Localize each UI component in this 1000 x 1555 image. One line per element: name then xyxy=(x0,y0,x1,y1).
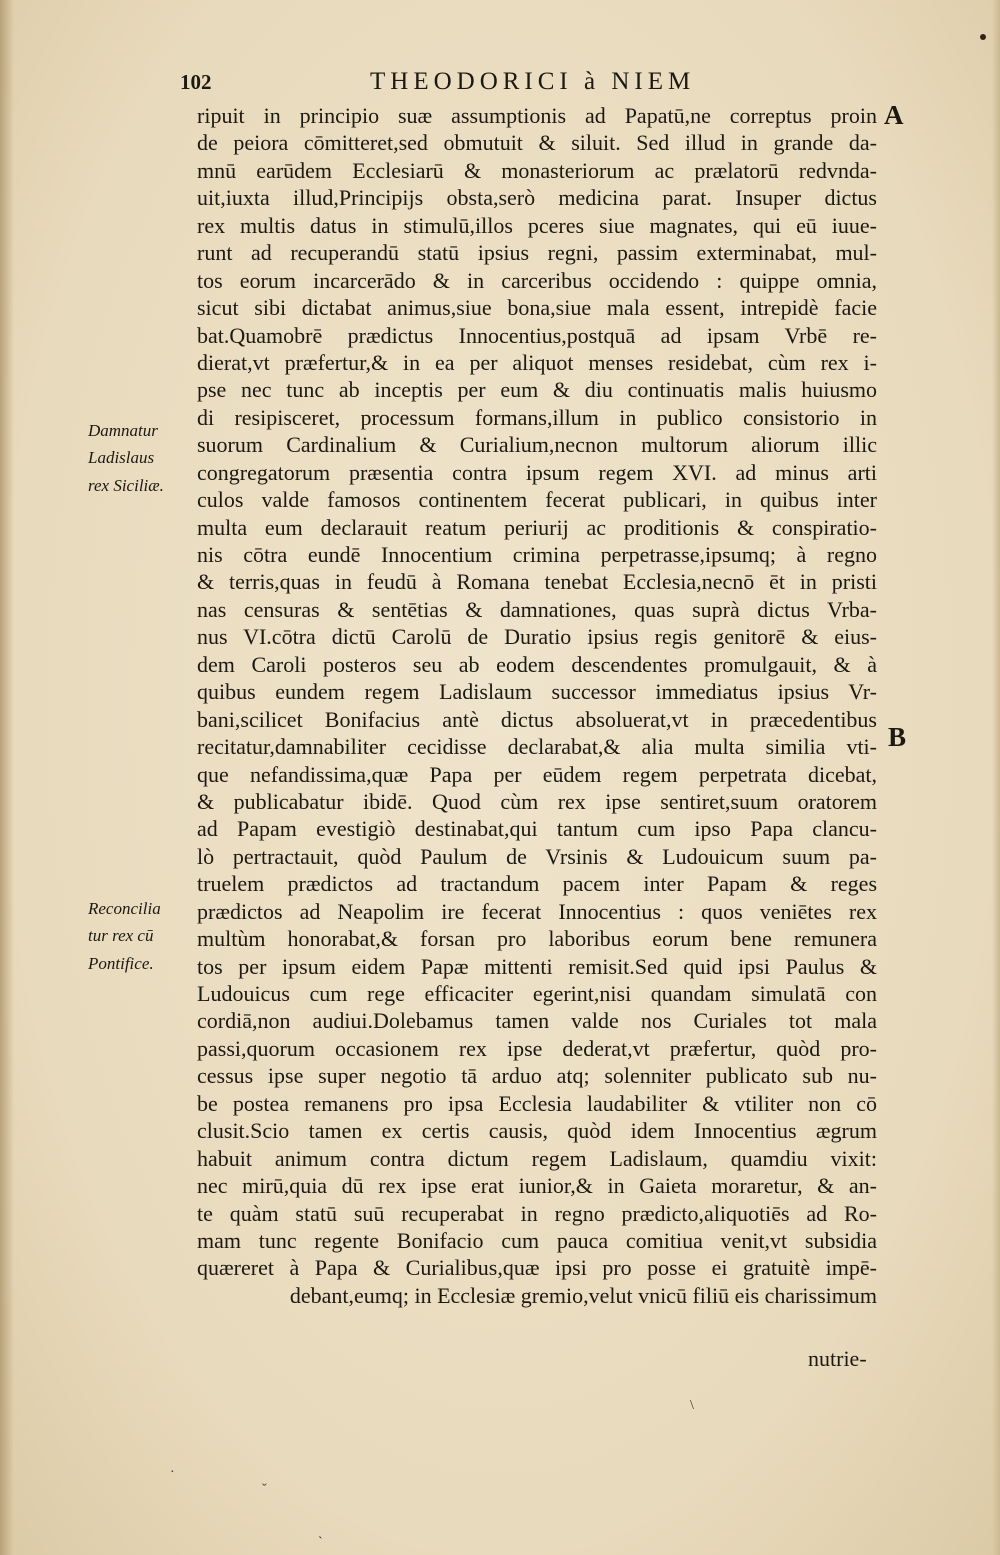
text-line: habuit animum contra dictum regem Ladislaum, quamdiu vixit: xyxy=(197,1145,877,1171)
ink-mark: \ xyxy=(690,1398,694,1413)
ink-mark: ˇ xyxy=(262,1482,267,1497)
text-line: rex multis datus in stimulū,illos pceres siue magnates, qui eū iuue- xyxy=(197,212,877,238)
text-line: multùm honorabat,& forsan pro laboribus eorum bene remunera xyxy=(197,926,877,952)
text-line: de peiora cōmitteret,sed obmutuit & siluit. Sed illud in grande da- xyxy=(197,130,877,156)
text-line: dem Caroli posteros seu ab eodem descendentes promulgauit, & à xyxy=(197,651,877,677)
text-line: ad Papam evestigiò destinabat,qui tantum cum ipso Papa clancu- xyxy=(197,816,877,842)
page-left-edge-shadow xyxy=(0,0,14,1555)
text-line: suorum Cardinalium & Curialium,necnon multorum aliorum illic xyxy=(197,432,877,458)
text-line: be postea remanens pro ipsa Ecclesia laudabiliter & vtiliter non cō xyxy=(197,1090,877,1116)
text-line: & publicabatur ibidē. Quod cùm rex ipse sentiret,suum oratorem xyxy=(197,788,877,814)
catchword: nutrie- xyxy=(808,1346,867,1371)
ink-speck xyxy=(980,34,986,40)
text-line: bani,scilicet Bonifacius antè dictus absoluerat,vt in præcedentibus xyxy=(197,706,877,732)
text-line: congregatorum præsentia contra ipsum regem XVI. ad minus arti xyxy=(197,459,877,485)
text-line: cessus ipse super negotio tā arduo atq; solenniter publicato sub nu- xyxy=(197,1063,877,1089)
main-text-block xyxy=(197,102,877,1309)
text-line: mam tunc regente Bonifacio cum pauca comitiua venit,vt subsidia xyxy=(197,1227,877,1253)
section-letter-b: B xyxy=(888,722,907,752)
text-line: quibus eundem regem Ladislaum successor immediatus ipsius Vr- xyxy=(197,679,877,705)
text-line: clusit.Scio tamen ex certis causis, quòd idem Innocentius ægrum xyxy=(197,1118,877,1144)
page-right-edge-shadow xyxy=(992,0,1000,1555)
text-line: & terris,quas in feudū à Romana tenebat Ecclesia,necnō ēt in pristi xyxy=(197,569,877,595)
text-line: dierat,vt præfertur,& in ea per aliquot menses residebat, cùm rex i- xyxy=(197,349,877,375)
text-line: tos per ipsum eidem Papæ mittenti remisit.Sed quid ipsi Paulus & xyxy=(197,953,877,979)
text-line: debant,eumq; in Ecclesiæ gremio,velut vnicū filiū eis charissimum xyxy=(289,1282,877,1308)
marginal-note-reconciliation xyxy=(88,895,198,977)
text-line: ripuit in principio suæ assumptionis ad Papatū,ne correptus proin xyxy=(197,103,877,128)
text-line: lò pertractauit, quòd Paulum de Vrsinis & Ludouicum suum pa- xyxy=(197,843,877,869)
text-line: di resipisceret, processum formans,illum in publico consistorio in xyxy=(197,404,877,430)
text-line: tos eorum incarcerādo & in carceribus occidendo : quippe omnia, xyxy=(197,267,877,293)
marginal-note-condemnation xyxy=(88,417,198,499)
text-line: culos valde famosos continentem fecerat publicari, in quibus inter xyxy=(197,487,877,513)
text-line: nus VI.cōtra dictū Carolū de Duratio ipsius regis genitorē & eius- xyxy=(197,624,877,650)
marginal-note-line: Reconcilia xyxy=(88,899,161,918)
marginal-note-line: Pontifice. xyxy=(88,953,154,973)
marginal-note-line: tur rex cū xyxy=(88,926,154,946)
text-line: recitatur,damnabiliter cecidisse declarabat,& alia multa similia vti- xyxy=(197,734,877,760)
text-line: mnū earūdem Ecclesiarū & monasteriorum ac prælatorū redvnda- xyxy=(197,157,877,183)
text-line: prædictos ad Neapolim ire fecerat Innocentius : quos veniētes rex xyxy=(197,898,877,924)
page-number: 102 xyxy=(180,70,212,94)
marginal-note-line: rex Siciliæ. xyxy=(88,475,164,495)
text-line: bat.Quamobrē prædictus Innocentius,postquā ad ipsam Vrbē re- xyxy=(197,322,877,348)
text-line: truelem prædictos ad tractandum pacem inter Papam & reges xyxy=(197,871,877,897)
marginal-note-line: Ladislaus xyxy=(88,448,155,468)
ink-mark: ` xyxy=(318,1535,323,1550)
text-line: sicut sibi dictabat animus,siue bona,siue mala essent, intrepidè facie xyxy=(197,295,877,321)
text-line: uit,iuxta illud,Principijs obsta,serò medicina parat. Insuper dictus xyxy=(197,185,877,211)
text-line: nec mirū,quia dū rex ipse erat iunior,& in Gaieta moraretur, & an- xyxy=(197,1173,877,1199)
ink-mark: · xyxy=(170,1465,175,1480)
marginal-note-line: Damnatur xyxy=(88,421,158,440)
running-title: THEODORICI à NIEM xyxy=(370,68,696,95)
text-line: pse nec tunc ab inceptis per eum & diu continuatis malis huiusmo xyxy=(197,377,877,403)
section-letter-a: A xyxy=(884,100,904,130)
page-header xyxy=(180,64,880,98)
text-line: quæreret à Papa & Curialibus,quæ ipsi pro posse ei gratuitè impē- xyxy=(197,1255,877,1281)
text-line: te quàm statū suū recuperabat in regno prædicto,aliquotiēs ad Ro- xyxy=(197,1200,877,1226)
text-line: cordiā,non audiui.Dolebamus tamen valde nos Curiales tot mala xyxy=(197,1008,877,1034)
text-line: nis cōtra eundē Innocentium crimina perpetrasse,ipsumq; à regno xyxy=(197,542,877,567)
text-line: que nefandissima,quæ Papa per eūdem regem perpetrata dicebat, xyxy=(197,761,877,787)
text-line: nas censuras & sentētias & damnationes, quas suprà dictus Vrba- xyxy=(197,596,877,622)
text-line: Ludouicus cum rege efficaciter egerint,nisi quandam simulatā con xyxy=(197,981,877,1006)
text-line: multa eum declarauit reatum periurij ac proditionis & conspiratio- xyxy=(197,514,877,540)
text-line: passi,quorum occasionem rex ipse dederat,vt præfertur, quòd pro- xyxy=(197,1035,877,1061)
text-line: runt ad recuperandū statū ipsius regni, passim exterminabat, mul- xyxy=(197,240,877,266)
